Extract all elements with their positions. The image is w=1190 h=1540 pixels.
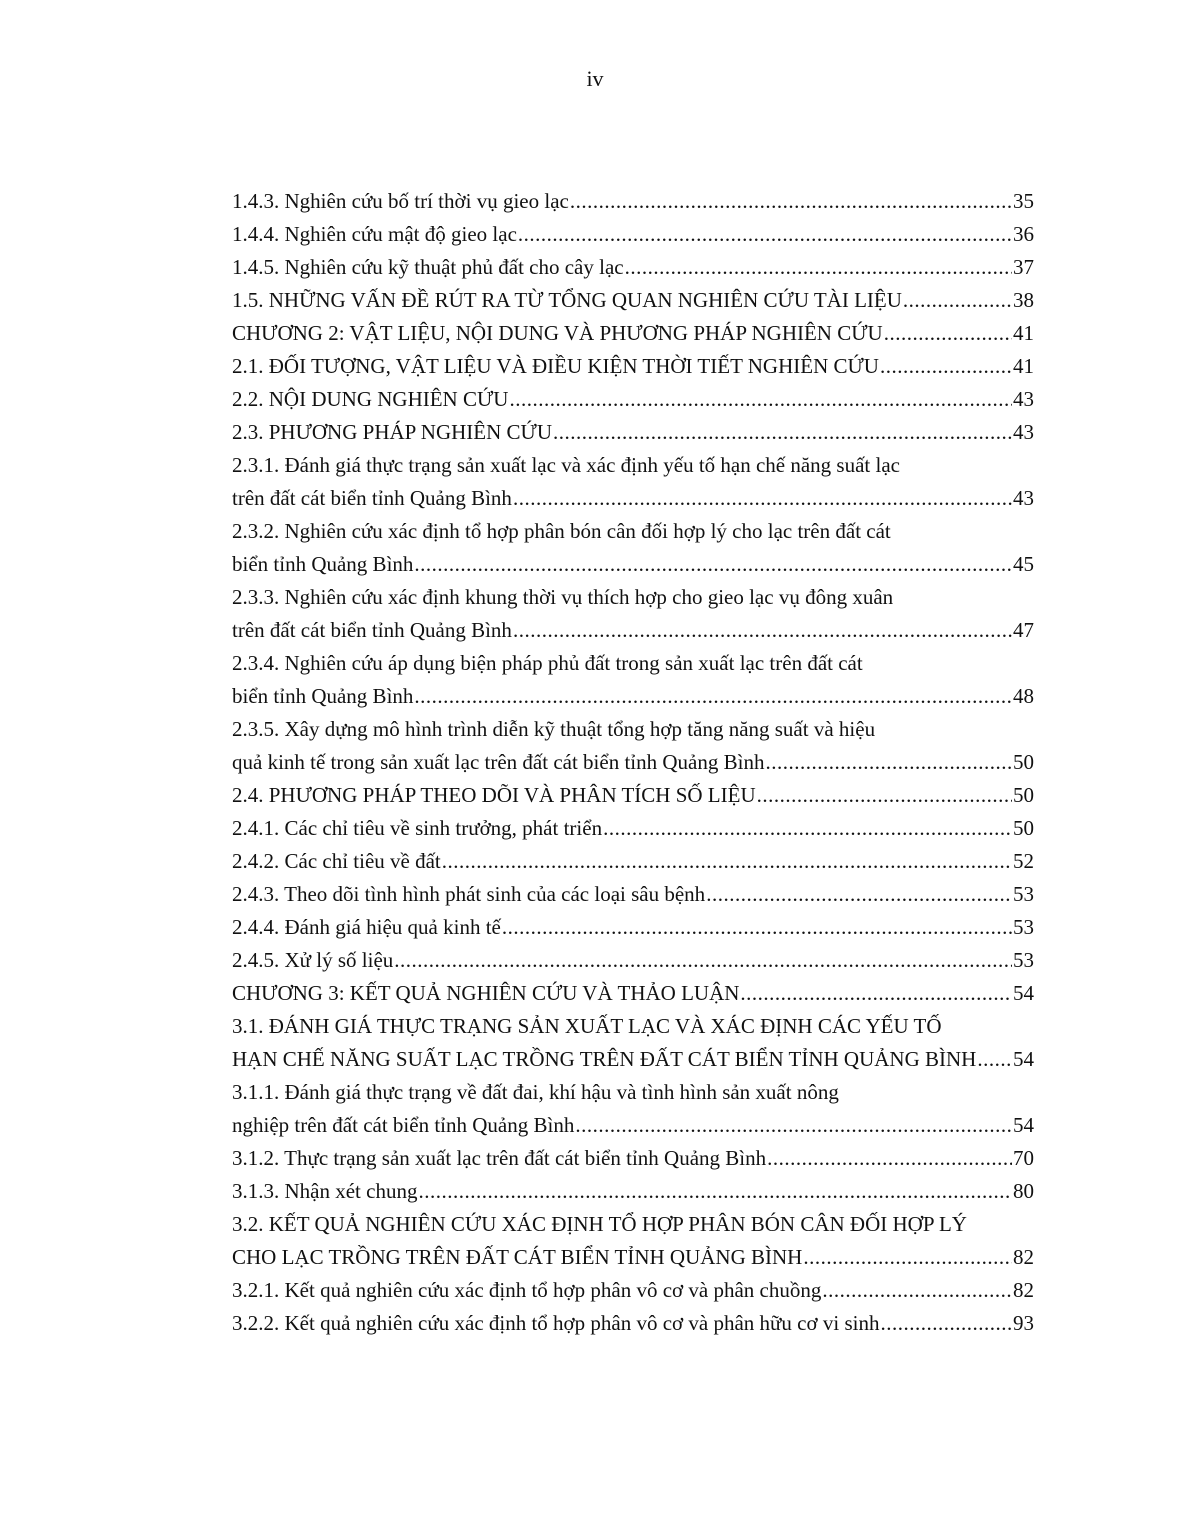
toc-entry[interactable] (232, 515, 1034, 581)
toc-entry-line (232, 746, 1034, 779)
toc-entry-page: 54 (1013, 981, 1034, 1005)
toc-entry-title: 2.4.3. Theo dõi tình hình phát sinh của các loại sâu bệnh (232, 882, 706, 906)
toc-entry-line (232, 911, 1034, 944)
dot-leader (977, 1043, 1012, 1076)
toc-entry-line (232, 1109, 1034, 1142)
toc-entry-title: 3.1. ĐÁNH GIÁ THỰC TRẠNG SẢN XUẤT LẠC VÀ XÁC ĐỊNH CÁC YẾU TỐ (232, 1014, 942, 1038)
dot-leader (414, 680, 1012, 713)
toc-entry-line (232, 845, 1034, 878)
toc-entry-line (232, 449, 1034, 482)
toc-entry[interactable] (232, 416, 1034, 449)
toc-entry[interactable] (232, 1010, 1034, 1076)
dot-leader (394, 944, 1012, 977)
toc-entry[interactable] (232, 1142, 1034, 1175)
dot-leader (509, 383, 1012, 416)
toc-entry[interactable] (232, 779, 1034, 812)
toc-entry-page: 47 (1013, 618, 1034, 642)
toc-entry-line (232, 1241, 1034, 1274)
toc-entry[interactable] (232, 581, 1034, 647)
toc-entry-line (232, 1142, 1034, 1175)
toc-entry[interactable] (232, 845, 1034, 878)
toc-entry-title: 2.1. ĐỐI TƯỢNG, VẬT LIỆU VÀ ĐIỀU KIỆN THỜI TIẾT NGHIÊN CỨU (232, 354, 879, 378)
toc-entry-title: 1.4.5. Nghiên cứu kỹ thuật phủ đất cho cây lạc (232, 255, 624, 279)
toc-entry-line (232, 317, 1034, 350)
dot-leader (502, 911, 1012, 944)
toc-entry-line (232, 812, 1034, 845)
toc-entry[interactable] (232, 1076, 1034, 1142)
toc-entry-line (232, 251, 1034, 284)
toc-entry-title: 1.4.4. Nghiên cứu mật độ gieo lạc (232, 222, 517, 246)
dot-leader (903, 284, 1012, 317)
dot-leader (418, 1175, 1012, 1208)
dot-leader (822, 1274, 1012, 1307)
toc-entry-page: 37 (1013, 255, 1034, 279)
toc-entry[interactable] (232, 1274, 1034, 1307)
toc-entry-line (232, 581, 1034, 614)
toc-entry-line (232, 218, 1034, 251)
toc-entry[interactable] (232, 185, 1034, 218)
toc-entry[interactable] (232, 911, 1034, 944)
page-number: iv (586, 66, 604, 91)
dot-leader (513, 482, 1012, 515)
dot-leader (553, 416, 1012, 449)
toc-entry-page: 41 (1013, 354, 1034, 378)
toc-entry-page: 53 (1013, 915, 1034, 939)
toc-entry-title: 2.3.5. Xây dựng mô hình trình diễn kỹ thuật tổng hợp tăng năng suất và hiệu (232, 717, 876, 741)
dot-leader (570, 185, 1012, 218)
dot-leader (442, 845, 1012, 878)
toc-entry-title: 2.3.3. Nghiên cứu xác định khung thời vụ thích hợp cho gieo lạc vụ đông xuân (232, 585, 894, 609)
toc-entry-line (232, 548, 1034, 581)
toc-entry-title: 3.1.2. Thực trạng sản xuất lạc trên đất cát biển tỉnh Quảng Bình (232, 1146, 767, 1170)
toc-entry[interactable] (232, 218, 1034, 251)
toc-entry-line (232, 1043, 1034, 1076)
dot-leader (880, 350, 1012, 383)
toc-entry-page: 41 (1013, 321, 1034, 345)
dot-leader (767, 1142, 1012, 1175)
toc-entry[interactable] (232, 449, 1034, 515)
toc-entry-line (232, 614, 1034, 647)
toc-entry[interactable] (232, 878, 1034, 911)
toc-entry-page: 52 (1013, 849, 1034, 873)
dot-leader (765, 746, 1012, 779)
toc-entry-title: 2.4. PHƯƠNG PHÁP THEO DÕI VÀ PHÂN TÍCH SỐ LIỆU (232, 783, 756, 807)
toc-entry-title: biển tỉnh Quảng Bình (232, 552, 414, 576)
toc-entry-line (232, 515, 1034, 548)
toc-entry-line (232, 416, 1034, 449)
toc-entry-title: 2.4.4. Đánh giá hiệu quả kinh tế (232, 915, 501, 939)
toc-entry-page: 43 (1013, 387, 1034, 411)
toc-entry[interactable] (232, 284, 1034, 317)
toc-entry-title: trên đất cát biển tỉnh Quảng Bình (232, 486, 512, 510)
toc-entry-title: 2.3.1. Đánh giá thực trạng sản xuất lạc và xác định yếu tố hạn chế năng suất lạc (232, 453, 900, 477)
toc-entry-page: 36 (1013, 222, 1034, 246)
toc-entry-title: 1.4.3. Nghiên cứu bố trí thời vụ gieo lạc (232, 189, 569, 213)
toc-entry-line (232, 944, 1034, 977)
toc-entry-title: 2.4.1. Các chỉ tiêu về sinh trưởng, phát triển (232, 816, 603, 840)
toc-entry-page: 38 (1013, 288, 1034, 312)
toc-entry-title: 2.4.5. Xử lý số liệu (232, 948, 394, 972)
toc-entry-page: 50 (1013, 783, 1034, 807)
toc-entry-line (232, 185, 1034, 218)
toc-entry-title: 3.2.2. Kết quả nghiên cứu xác định tổ hợp phân vô cơ và phân hữu cơ vi sinh (232, 1311, 880, 1335)
toc-entry-title: 1.5. NHỮNG VẤN ĐỀ RÚT RA TỪ TỔNG QUAN NGHIÊN CỨU TÀI LIỆU (232, 288, 902, 312)
dot-leader (884, 317, 1012, 350)
dot-leader (880, 1307, 1012, 1340)
table-of-contents (232, 185, 1034, 1340)
toc-entry-line (232, 713, 1034, 746)
dot-leader (803, 1241, 1012, 1274)
toc-entry-line (232, 779, 1034, 812)
toc-entry-page: 43 (1013, 486, 1034, 510)
toc-entry-title: 2.3.2. Nghiên cứu xác định tổ hợp phân bón cân đối hợp lý cho lạc trên đất cát (232, 519, 891, 543)
toc-entry[interactable] (232, 317, 1034, 350)
toc-entry[interactable] (232, 647, 1034, 713)
toc-entry-page: 50 (1013, 816, 1034, 840)
toc-entry[interactable] (232, 350, 1034, 383)
toc-entry-title: CHƯƠNG 2: VẬT LIỆU, NỘI DUNG VÀ PHƯƠNG PHÁP NGHIÊN CỨU (232, 321, 883, 345)
toc-entry-line (232, 1307, 1034, 1340)
toc-entry-title: 3.2. KẾT QUẢ NGHIÊN CỨU XÁC ĐỊNH TỔ HỢP PHÂN BÓN CÂN ĐỐI HỢP LÝ (232, 1212, 967, 1236)
toc-entry-title: 2.3. PHƯƠNG PHÁP NGHIÊN CỨU (232, 420, 552, 444)
toc-entry[interactable] (232, 1208, 1034, 1274)
toc-entry[interactable] (232, 812, 1034, 845)
toc-entry-title: 2.4.2. Các chỉ tiêu về đất (232, 849, 441, 873)
toc-entry-line (232, 1274, 1034, 1307)
toc-entry-line (232, 482, 1034, 515)
toc-entry-title: trên đất cát biển tỉnh Quảng Bình (232, 618, 512, 642)
toc-entry[interactable] (232, 977, 1034, 1010)
toc-entry-title: quả kinh tế trong sản xuất lạc trên đất cát biển tỉnh Quảng Bình (232, 750, 765, 774)
toc-entry[interactable] (232, 713, 1034, 779)
toc-entry-title: CHO LẠC TRỒNG TRÊN ĐẤT CÁT BIỂN TỈNH QUẢNG BÌNH (232, 1245, 803, 1269)
dot-leader (518, 218, 1012, 251)
dot-leader (414, 548, 1012, 581)
toc-entry-title: 3.1.3. Nhận xét chung (232, 1179, 418, 1203)
toc-entry-line (232, 878, 1034, 911)
toc-entry-page: 70 (1013, 1146, 1034, 1170)
toc-entry-page: 54 (1013, 1047, 1034, 1071)
toc-entry-page: 50 (1013, 750, 1034, 774)
toc-entry-page: 82 (1013, 1278, 1034, 1302)
toc-entry-title: 3.2.1. Kết quả nghiên cứu xác định tổ hợp phân vô cơ và phân chuồng (232, 1278, 822, 1302)
toc-entry-page: 54 (1013, 1113, 1034, 1137)
toc-entry[interactable] (232, 944, 1034, 977)
dot-leader (603, 812, 1012, 845)
toc-entry-title: nghiệp trên đất cát biển tỉnh Quảng Bình (232, 1113, 575, 1137)
toc-entry-line (232, 383, 1034, 416)
toc-entry-page: 93 (1013, 1311, 1034, 1335)
dot-leader (757, 779, 1012, 812)
toc-entry-title: HẠN CHẾ NĂNG SUẤT LẠC TRỒNG TRÊN ĐẤT CÁT BIỂN TỈNH QUẢNG BÌNH (232, 1047, 977, 1071)
toc-entry-line (232, 1175, 1034, 1208)
dot-leader (575, 1109, 1012, 1142)
toc-entry-title: biển tỉnh Quảng Bình (232, 684, 414, 708)
toc-entry[interactable] (232, 1175, 1034, 1208)
toc-entry-line (232, 350, 1034, 383)
toc-entry-line (232, 977, 1034, 1010)
toc-entry-title: 2.2. NỘI DUNG NGHIÊN CỨU (232, 387, 509, 411)
toc-entry-page: 35 (1013, 189, 1034, 213)
toc-entry-page: 43 (1013, 420, 1034, 444)
toc-entry-title: CHƯƠNG 3: KẾT QUẢ NGHIÊN CỨU VÀ THẢO LUẬN (232, 981, 740, 1005)
toc-entry[interactable] (232, 383, 1034, 416)
dot-leader (625, 251, 1012, 284)
toc-entry-title: 3.1.1. Đánh giá thực trạng về đất đai, khí hậu và tình hình sản xuất nông (232, 1080, 839, 1104)
toc-entry-line (232, 1208, 1034, 1241)
toc-entry-line (232, 1010, 1034, 1043)
toc-entry-page: 45 (1013, 552, 1034, 576)
toc-entry-page: 80 (1013, 1179, 1034, 1203)
toc-entry-line (232, 284, 1034, 317)
dot-leader (706, 878, 1012, 911)
toc-entry-page: 48 (1013, 684, 1034, 708)
toc-entry-line (232, 647, 1034, 680)
toc-entry-page: 82 (1013, 1245, 1034, 1269)
toc-entry-page: 53 (1013, 948, 1034, 972)
toc-entry-page: 53 (1013, 882, 1034, 906)
toc-entry-line (232, 680, 1034, 713)
toc-entry[interactable] (232, 1307, 1034, 1340)
toc-entry[interactable] (232, 251, 1034, 284)
toc-entry-line (232, 1076, 1034, 1109)
toc-entry-title: 2.3.4. Nghiên cứu áp dụng biện pháp phủ đất trong sản xuất lạc trên đất cát (232, 651, 863, 675)
dot-leader (740, 977, 1012, 1010)
dot-leader (513, 614, 1012, 647)
